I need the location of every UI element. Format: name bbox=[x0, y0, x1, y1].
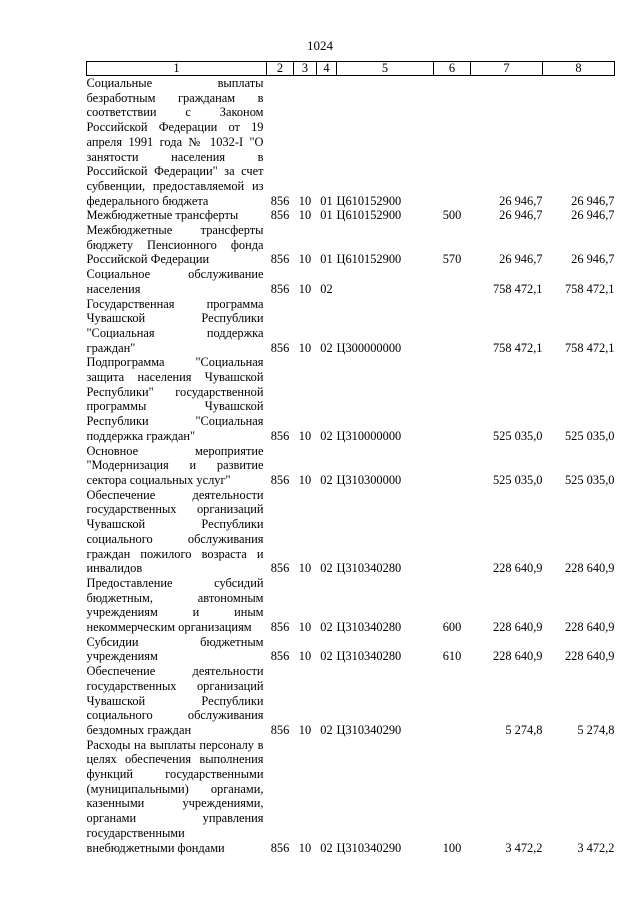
row-name: Предоставление субсидий бюджетным, автономным учреждениям и иным некоммерческим организациям bbox=[86, 575, 264, 635]
table-row bbox=[87, 576, 615, 635]
col-header-2: 2 bbox=[267, 62, 294, 76]
cell-col-4: 02 bbox=[320, 840, 333, 855]
table-row bbox=[87, 635, 615, 664]
cell-col-8: 26 946,7 bbox=[571, 252, 615, 267]
row-name: Расходы на выплаты персоналу в целях обеспечения выполнения функций государственными (муниципальными) органами, казенными учреждениями, органами управления государственными внебюджетными фондами bbox=[86, 737, 264, 855]
table-body bbox=[87, 76, 615, 856]
cell-col-4: 02 bbox=[320, 281, 333, 296]
cell-col-7: 525 035,0 bbox=[492, 472, 543, 487]
cell-col-4: 02 bbox=[320, 722, 333, 737]
col-header-6: 6 bbox=[434, 62, 471, 76]
cell-col-5: Ц610152900 bbox=[336, 252, 402, 267]
cell-col-3: 10 bbox=[298, 649, 312, 664]
table-row bbox=[87, 488, 615, 576]
cell-col-7: 228 640,9 bbox=[492, 620, 543, 635]
cell-col-8: 758 472,1 bbox=[564, 281, 615, 296]
cell-col-7: 758 472,1 bbox=[492, 281, 543, 296]
cell-col-6: 570 bbox=[442, 252, 462, 267]
cell-col-5: Ц610152900 bbox=[336, 193, 402, 208]
cell-col-3: 10 bbox=[298, 208, 312, 223]
cell-col-5: Ц310340280 bbox=[336, 620, 402, 635]
cell-col-6 bbox=[434, 355, 471, 443]
cell-col-6 bbox=[434, 444, 471, 488]
table-row bbox=[87, 444, 615, 488]
cell-col-7: 525 035,0 bbox=[492, 428, 543, 443]
cell-col-7: 26 946,7 bbox=[499, 208, 543, 223]
cell-col-4: 02 bbox=[320, 620, 333, 635]
cell-col-8: 525 035,0 bbox=[564, 472, 615, 487]
cell-col-3: 10 bbox=[298, 428, 312, 443]
row-name: Межбюджетные трансферты бюджету Пенсионного фонда Российской Федерации bbox=[86, 223, 264, 267]
cell-col-4: 02 bbox=[320, 428, 333, 443]
cell-col-4: 02 bbox=[320, 472, 333, 487]
row-name: Субсидии бюджетным учреждениям bbox=[86, 634, 264, 664]
col-header-3: 3 bbox=[294, 62, 317, 76]
cell-col-5: Ц310340280 bbox=[336, 649, 402, 664]
col-header-8: 8 bbox=[543, 62, 615, 76]
cell-col-6: 100 bbox=[442, 840, 462, 855]
table-row bbox=[87, 355, 615, 443]
cell-col-4: 01 bbox=[320, 252, 333, 267]
col-header-5: 5 bbox=[337, 62, 434, 76]
cell-col-3: 10 bbox=[298, 340, 312, 355]
cell-col-2: 856 bbox=[270, 428, 290, 443]
cell-col-5: Ц310000000 bbox=[336, 428, 402, 443]
cell-col-5: Ц310300000 bbox=[336, 472, 402, 487]
cell-col-8: 3 472,2 bbox=[577, 840, 615, 855]
row-name: Подпрограмма "Социальная защита населения Чувашской Республики" государственной программы Чувашской Республики "Социальная поддержка граждан" bbox=[86, 355, 264, 443]
cell-col-8: 228 640,9 bbox=[564, 649, 615, 664]
cell-col-7: 26 946,7 bbox=[499, 252, 543, 267]
cell-col-6: 610 bbox=[442, 649, 462, 664]
cell-col-2: 856 bbox=[270, 252, 290, 267]
cell-col-6 bbox=[434, 297, 471, 356]
cell-col-6 bbox=[434, 664, 471, 738]
cell-col-8: 228 640,9 bbox=[564, 620, 615, 635]
cell-col-2: 856 bbox=[270, 472, 290, 487]
table-row bbox=[87, 738, 615, 856]
cell-col-4: 01 bbox=[320, 193, 333, 208]
cell-col-7: 758 472,1 bbox=[492, 340, 543, 355]
cell-col-2: 856 bbox=[270, 208, 290, 223]
row-name: Межбюджетные трансферты bbox=[86, 208, 239, 223]
cell-col-5: Ц610152900 bbox=[336, 208, 402, 223]
page-number: 1024 bbox=[307, 38, 333, 53]
col-header-4: 4 bbox=[317, 62, 337, 76]
cell-col-5: Ц310340290 bbox=[336, 722, 402, 737]
header-row bbox=[87, 62, 615, 76]
cell-col-3: 10 bbox=[298, 193, 312, 208]
table-row bbox=[87, 223, 615, 267]
table-header bbox=[87, 62, 615, 76]
cell-col-3: 10 bbox=[298, 620, 312, 635]
cell-col-6 bbox=[434, 267, 471, 296]
row-name: Обеспечение деятельности государственных организаций Чувашской Республики социального обслуживания бездомных граждан bbox=[86, 664, 264, 737]
cell-col-5: Ц310340290 bbox=[336, 840, 402, 855]
table-row bbox=[87, 664, 615, 738]
row-name: Государственная программа Чувашской Республики "Социальная поддержка граждан" bbox=[86, 296, 264, 355]
cell-col-3: 10 bbox=[298, 722, 312, 737]
cell-col-2: 856 bbox=[270, 840, 290, 855]
cell-col-5 bbox=[337, 267, 434, 296]
cell-col-3: 10 bbox=[298, 281, 312, 296]
cell-col-4: 01 bbox=[320, 208, 333, 223]
cell-col-2: 856 bbox=[270, 649, 290, 664]
col-header-1: 1 bbox=[87, 62, 267, 76]
cell-col-5: Ц310340280 bbox=[336, 561, 402, 576]
table-row bbox=[87, 76, 615, 209]
cell-col-2: 856 bbox=[270, 620, 290, 635]
cell-col-7: 228 640,9 bbox=[492, 561, 543, 576]
cell-col-3: 10 bbox=[298, 561, 312, 576]
cell-col-6 bbox=[434, 488, 471, 576]
cell-col-7: 228 640,9 bbox=[492, 649, 543, 664]
cell-col-3: 10 bbox=[298, 472, 312, 487]
cell-col-8: 26 946,7 bbox=[571, 193, 615, 208]
col-header-7: 7 bbox=[471, 62, 543, 76]
table-row bbox=[87, 208, 615, 223]
cell-col-4: 02 bbox=[320, 340, 333, 355]
cell-col-8: 525 035,0 bbox=[564, 428, 615, 443]
cell-col-4: 02 bbox=[320, 561, 333, 576]
cell-col-2: 856 bbox=[270, 193, 290, 208]
cell-col-8: 26 946,7 bbox=[571, 208, 615, 223]
cell-col-6 bbox=[434, 76, 471, 209]
cell-col-6: 600 bbox=[442, 620, 462, 635]
cell-col-3: 10 bbox=[298, 840, 312, 855]
cell-col-8: 5 274,8 bbox=[577, 722, 615, 737]
cell-col-3: 10 bbox=[298, 252, 312, 267]
cell-col-2: 856 bbox=[270, 722, 290, 737]
cell-col-2: 856 bbox=[270, 340, 290, 355]
cell-col-8: 758 472,1 bbox=[564, 340, 615, 355]
row-name: Социальные выплаты безработным гражданам в соответствии с Законом Российской Федерации от 19 апреля 1991 года № 1032-I "О занятости населения в Российской Федерации" за счет субвенции, предоставляемой из федерального бюджета bbox=[86, 76, 264, 208]
row-name: Социальное обслуживание населения bbox=[86, 267, 264, 296]
budget-table bbox=[86, 61, 615, 855]
cell-col-4: 02 bbox=[320, 649, 333, 664]
cell-col-6: 500 bbox=[442, 208, 462, 223]
table-row bbox=[87, 267, 615, 296]
cell-col-5: Ц300000000 bbox=[336, 340, 402, 355]
row-name: Основное мероприятие "Модернизация и развитие сектора социальных услуг" bbox=[86, 443, 264, 487]
cell-col-2: 856 bbox=[270, 561, 290, 576]
table-row bbox=[87, 297, 615, 356]
row-name: Обеспечение деятельности государственных организаций Чувашской Республики социального обслуживания граждан пожилого возраста и инвалидов bbox=[86, 487, 264, 576]
cell-col-8: 228 640,9 bbox=[564, 561, 615, 576]
cell-col-2: 856 bbox=[270, 281, 290, 296]
cell-col-7: 5 274,8 bbox=[505, 722, 543, 737]
cell-col-7: 26 946,7 bbox=[499, 193, 543, 208]
cell-col-7: 3 472,2 bbox=[505, 840, 543, 855]
